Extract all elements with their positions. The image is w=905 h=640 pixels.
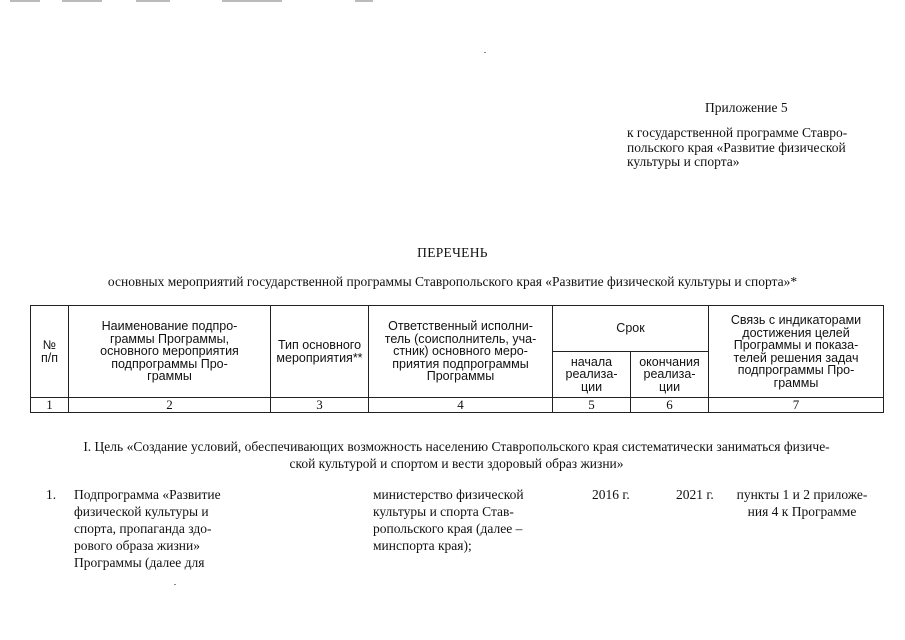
scan-speck [484,52,486,53]
row-start-year: 2016 г. [592,487,630,502]
row-executor: министерство физической культуры и спорта Став- ропольского края (далее – минспорта края); [373,487,524,553]
header-cell-start: начала реализа- ции [553,352,631,398]
column-number: 3 [271,398,369,413]
column-number: 5 [553,398,631,413]
document-title: ПЕРЕЧЕНЬ [417,245,488,260]
appendix-reference [627,126,882,170]
scan-speck [174,584,176,585]
column-number: 4 [369,398,553,413]
appendix-line: культуры и спорта» [627,154,740,169]
document-subtitle: основных мероприятий государственной программы Ставропольского края «Развитие физической культуры и спорта»* [107,274,798,289]
header-cell-indicators: Связь с индикаторами достижения целей Программы и показа- телей решения задач подпрограммы Про- граммы [709,306,884,398]
header-cell-end: окончания реализа- ции [631,352,709,398]
appendix-label: Приложение 5 [705,100,788,115]
appendix-line: к государственной программе Ставро- [627,125,848,140]
header-cell-number: № п/п [31,306,69,398]
row-number: 1. [46,487,57,502]
row-end-year: 2021 г. [676,487,714,502]
header-cell-type: Тип основного мероприятия** [271,306,369,398]
header-cell-period: Срок [553,306,709,352]
column-number: 6 [631,398,709,413]
header-cell-name: Наименование подпро- граммы Программы, основного мероприятия подпрограммы Про- граммы [69,306,271,398]
column-number: 7 [709,398,884,413]
appendix-line: польского края «Развитие физической [627,139,846,155]
header-cell-executor: Ответственный исполни- тель (соисполнитель, уча- стник) основного меро- приятия подпрограммы Программы [369,306,553,398]
column-number: 2 [69,398,271,413]
row-program-name: Подпрограмма «Развитие физической культуры и спорта, пропаганда здо- рового образа жизни» Программы (далее для [74,487,221,570]
scan-edge-artifact [0,0,905,3]
activities-table [30,305,884,413]
section-heading: I. Цель «Создание условий, обеспечивающих возможность населению Ставропольского края систематически заниматься физиче- ской культурой и спортом и вести здоровый образ жизни» [83,439,830,471]
row-indicator-link: пункты 1 и 2 приложе- ния 4 к Программе [736,487,868,519]
column-number: 1 [31,398,69,413]
column-number-row [31,398,884,413]
